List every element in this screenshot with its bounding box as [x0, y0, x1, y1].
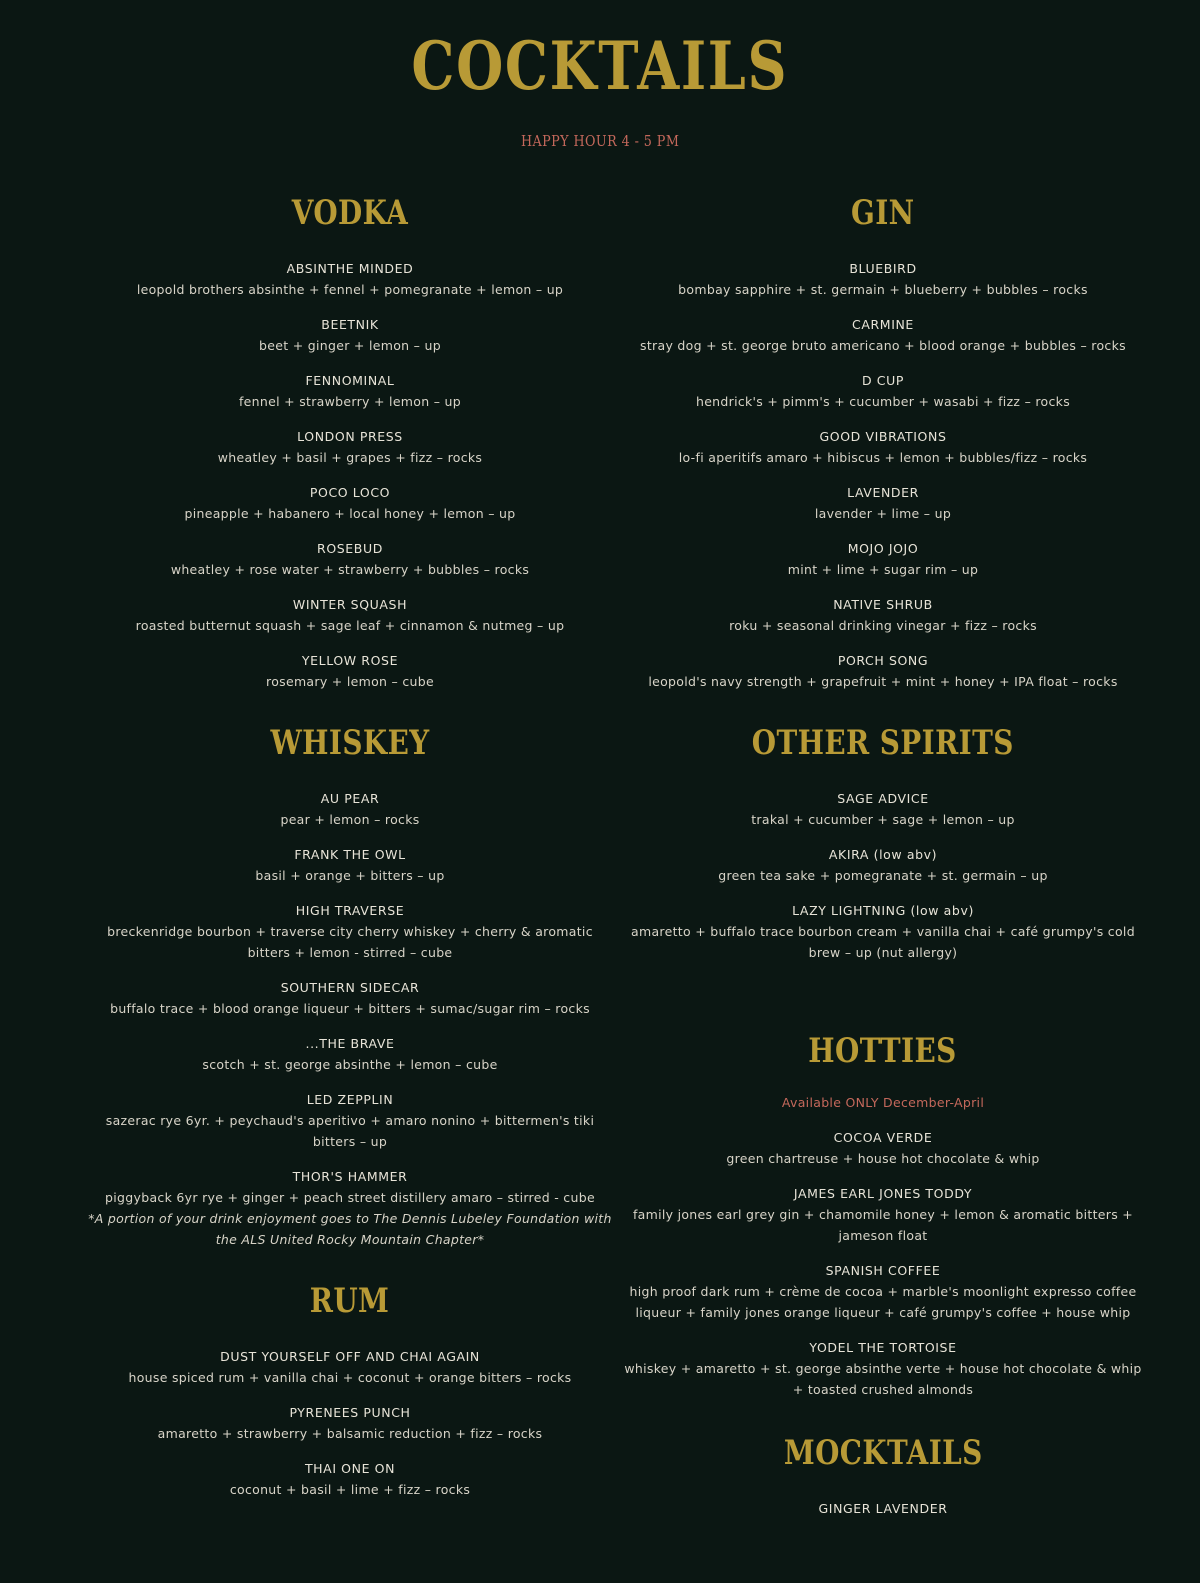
- menu-item-name: COCOA VERDE: [833, 1130, 933, 1145]
- menu-item-description: bombay sapphire + st. germain + blueberry + bubbles – rocks: [678, 282, 1088, 297]
- menu-item-description: mint + lime + sugar rim – up: [787, 562, 979, 577]
- menu-item-name: ROSEBUD: [317, 541, 383, 556]
- menu-item: [618, 1498, 1148, 1519]
- menu-item-description: roku + seasonal drinking vinegar + fizz – rocks: [729, 618, 1037, 633]
- section-heading: WHISKEY: [270, 723, 430, 763]
- menu-item: [85, 788, 615, 830]
- menu-section: [618, 1430, 1148, 1533]
- menu-item-description: sazerac rye 6yr. + peychaud's aperitivo + amaro nonino + bittermen's tiki bitters – up: [105, 1113, 595, 1149]
- menu-item-description: whiskey + amaretto + st. george absinthe verte + house hot chocolate & whip + toasted crushed almonds: [624, 1361, 1142, 1397]
- menu-item: [618, 370, 1148, 412]
- section-heading: OTHER SPIRITS: [751, 723, 1015, 763]
- menu-section: [618, 720, 1148, 977]
- section-heading: GIN: [851, 193, 915, 233]
- menu-item-name: YODEL THE TORTOISE: [809, 1340, 957, 1355]
- menu-item-description: pear + lemon – rocks: [280, 812, 420, 827]
- section-availability-note: Available ONLY December-April: [781, 1095, 985, 1110]
- menu-item-description: family jones earl grey gin + chamomile honey + lemon & aromatic bitters + jameson float: [632, 1207, 1134, 1243]
- menu-item-name: THOR'S HAMMER: [292, 1169, 408, 1184]
- menu-item-description: basil + orange + bitters – up: [255, 868, 445, 883]
- menu-item-name: LAZY LIGHTNING (low abv): [792, 903, 974, 918]
- page-title: COCKTAILS: [411, 27, 789, 105]
- menu-section: [85, 190, 615, 706]
- section-heading-wrap: [618, 720, 1148, 766]
- section-heading: VODKA: [291, 193, 409, 233]
- section-heading-wrap: [618, 190, 1148, 236]
- menu-item-name: THAI ONE ON: [304, 1461, 396, 1476]
- section-heading: RUM: [310, 1281, 390, 1321]
- menu-item-name: LAVENDER: [847, 485, 919, 500]
- menu-item-description: lavender + lime – up: [814, 506, 952, 521]
- menu-item-description: leopold brothers absinthe + fennel + pomegranate + lemon – up: [136, 282, 564, 297]
- menu-item: [85, 977, 615, 1019]
- menu-item-name: WINTER SQUASH: [292, 597, 408, 612]
- menu-item: [85, 1089, 615, 1152]
- menu-item: [618, 1127, 1148, 1169]
- menu-item: [618, 844, 1148, 886]
- menu-item: [85, 370, 615, 412]
- menu-item-description: lo-fi aperitifs amaro + hibiscus + lemon + bubbles/fizz – rocks: [678, 450, 1088, 465]
- menu-section: [85, 1278, 615, 1514]
- menu-item-description: stray dog + st. george bruto americano + blood orange + bubbles – rocks: [640, 338, 1126, 353]
- section-heading-wrap: [618, 1430, 1148, 1476]
- menu-item: [85, 258, 615, 300]
- menu-item-description: scotch + st. george absinthe + lemon – cube: [202, 1057, 498, 1072]
- menu-section: [85, 720, 615, 1264]
- menu-item-name: BEETNIK: [321, 317, 379, 332]
- menu-item-name: SOUTHERN SIDECAR: [280, 980, 420, 995]
- menu-item: [618, 314, 1148, 356]
- menu-header: [0, 0, 1200, 150]
- menu-item-description: pineapple + habanero + local honey + lemon – up: [184, 506, 516, 521]
- menu-item-note: *A portion of your drink enjoyment goes to The Dennis Lubeley Foundation with the ALS United Rocky Mountain Chapter*: [88, 1211, 612, 1247]
- menu-item-description: rosemary + lemon – cube: [266, 674, 434, 689]
- menu-item: [85, 650, 615, 692]
- menu-item: [85, 1166, 615, 1250]
- menu-section: [618, 1028, 1148, 1414]
- section-heading-wrap: [618, 1028, 1148, 1074]
- menu-item-name: POCO LOCO: [309, 485, 391, 500]
- menu-item: [85, 538, 615, 580]
- menu-item-name: D CUP: [861, 373, 904, 388]
- menu-item-name: DUST YOURSELF OFF AND CHAI AGAIN: [220, 1349, 480, 1364]
- menu-item-description: trakal + cucumber + sage + lemon – up: [751, 812, 1015, 827]
- menu-item-description: breckenridge bourbon + traverse city cherry whiskey + cherry & aromatic bitters + lemon - stirred – cube: [107, 924, 593, 960]
- menu-item-description: house spiced rum + vanilla chai + coconut + orange bitters – rocks: [128, 1370, 572, 1385]
- menu-item-name: GOOD VIBRATIONS: [819, 429, 947, 444]
- menu-item-name: FRANK THE OWL: [294, 847, 406, 862]
- menu-item: [85, 482, 615, 524]
- menu-item: [618, 1260, 1148, 1323]
- menu-item-description: wheatley + rose water + strawberry + bubbles – rocks: [170, 562, 530, 577]
- menu-item-name: GINGER LAVENDER: [818, 1501, 948, 1516]
- menu-item: [85, 844, 615, 886]
- menu-item-name: NATIVE SHRUB: [833, 597, 933, 612]
- happy-hour-subtitle: HAPPY HOUR 4 - 5 PM: [520, 132, 680, 150]
- menu-item-description: high proof dark rum + crème de cocoa + marble's moonlight expresso coffee liqueur + family jones orange liqueur + café grumpy's coffee + house whip: [629, 1284, 1137, 1320]
- menu-item-name: BLUEBIRD: [849, 261, 917, 276]
- menu-item: [85, 1402, 615, 1444]
- menu-item-description: roasted butternut squash + sage leaf + cinnamon & nutmeg – up: [135, 618, 565, 633]
- section-heading-wrap: [85, 720, 615, 766]
- menu-item-name: ABSINTHE MINDED: [286, 261, 414, 276]
- menu-item-name: JAMES EARL JONES TODDY: [793, 1186, 973, 1201]
- menu-item-description: amaretto + buffalo trace bourbon cream + vanilla chai + café grumpy's cold brew – up (nut allergy): [631, 924, 1135, 960]
- menu-item: [85, 1458, 615, 1500]
- menu-item-name: HIGH TRAVERSE: [295, 903, 405, 918]
- menu-item: [85, 1346, 615, 1388]
- menu-section: [618, 190, 1148, 706]
- menu-item-description: green chartreuse + house hot chocolate & whip: [726, 1151, 1040, 1166]
- section-heading-wrap: [85, 190, 615, 236]
- section-heading-wrap: [85, 1278, 615, 1324]
- menu-item: [85, 594, 615, 636]
- menu-item: [618, 538, 1148, 580]
- menu-item: [618, 258, 1148, 300]
- menu-item-description: coconut + basil + lime + fizz – rocks: [229, 1482, 471, 1497]
- menu-item: [618, 482, 1148, 524]
- menu-item-name: LONDON PRESS: [297, 429, 403, 444]
- menu-item-name: CARMINE: [852, 317, 914, 332]
- menu-item-name: YELLOW ROSE: [301, 653, 399, 668]
- section-heading: HOTTIES: [808, 1031, 958, 1071]
- section-heading: MOCKTAILS: [783, 1433, 983, 1473]
- menu-item-name: MOJO JOJO: [847, 541, 919, 556]
- menu-item: [85, 426, 615, 468]
- menu-item-description: fennel + strawberry + lemon – up: [238, 394, 462, 409]
- menu-item-description: amaretto + strawberry + balsamic reduction + fizz – rocks: [157, 1426, 543, 1441]
- menu-item-name: AKIRA (low abv): [828, 847, 938, 862]
- menu-item: [618, 1183, 1148, 1246]
- menu-item-description: leopold's navy strength + grapefruit + mint + honey + IPA float – rocks: [648, 674, 1118, 689]
- menu-item: [85, 900, 615, 963]
- menu-item-description: hendrick's + pimm's + cucumber + wasabi + fizz – rocks: [695, 394, 1071, 409]
- menu-item-name: AU PEAR: [320, 791, 380, 806]
- menu-item: [618, 900, 1148, 963]
- menu-item-name: SPANISH COFFEE: [825, 1263, 941, 1278]
- menu-item-description: piggyback 6yr rye + ginger + peach street distillery amaro – stirred - cube: [105, 1190, 595, 1205]
- menu-item-name: ...THE BRAVE: [305, 1036, 395, 1051]
- menu-item-description: green tea sake + pomegranate + st. germain – up: [718, 868, 1048, 883]
- menu-item: [618, 650, 1148, 692]
- menu-item-name: PORCH SONG: [837, 653, 929, 668]
- menu-item: [618, 788, 1148, 830]
- menu-item-name: SAGE ADVICE: [837, 791, 929, 806]
- menu-item-description: wheatley + basil + grapes + fizz – rocks: [217, 450, 483, 465]
- menu-item-description: beet + ginger + lemon – up: [259, 338, 441, 353]
- menu-item-name: FENNOMINAL: [305, 373, 395, 388]
- menu-item-name: PYRENEES PUNCH: [289, 1405, 411, 1420]
- menu-item: [85, 1033, 615, 1075]
- menu-item: [618, 426, 1148, 468]
- menu-item-name: LED ZEPPLIN: [306, 1092, 394, 1107]
- menu-item: [618, 594, 1148, 636]
- menu-item: [618, 1337, 1148, 1400]
- menu-item: [85, 314, 615, 356]
- menu-item-description: buffalo trace + blood orange liqueur + bitters + sumac/sugar rim – rocks: [110, 1001, 590, 1016]
